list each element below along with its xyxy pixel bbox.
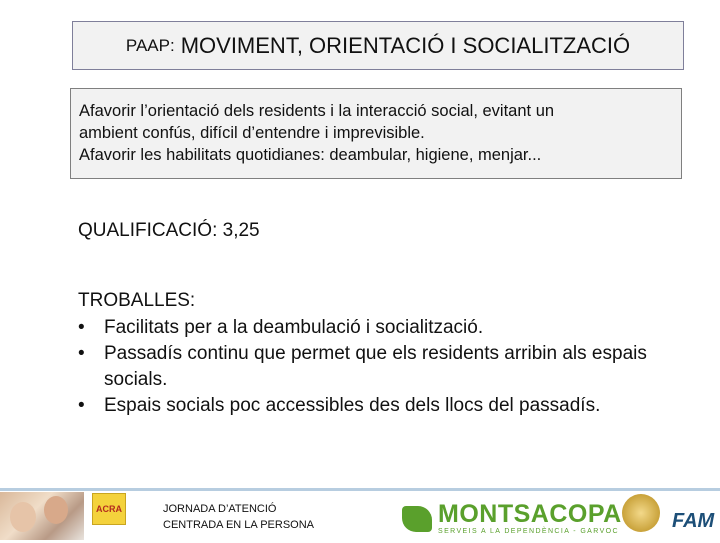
bullet-icon: • (78, 343, 85, 364)
findings-section (78, 288, 688, 419)
finding-text: Facilitats per a la deambulació i socialització. (104, 317, 484, 338)
rating-text: QUALIFICACIÓ: 3,25 (78, 220, 260, 241)
photo-elderly-women-icon (0, 492, 84, 540)
purpose-line: Afavorir l’orientació dels residents i la interacció social, evitant un (79, 102, 555, 120)
event-line: JORNADA D’ATENCIÓ (163, 503, 277, 515)
purpose-line: Afavorir les habilitats quotidianes: deambular, higiene, menjar... (79, 146, 542, 164)
acra-logo-icon: ACRA (92, 493, 126, 525)
event-label (163, 501, 314, 533)
purpose-box (70, 88, 682, 179)
face-shape (10, 502, 36, 532)
bullet-icon: • (78, 395, 85, 416)
montsacopa-logo (402, 500, 622, 536)
title-prefix: PAAP: (125, 35, 175, 55)
slide-title (72, 21, 684, 70)
event-line: CENTRADA EN LA PERSONA (163, 519, 314, 531)
purpose-line: ambient confús, difícil d’entendre i imprevisible. (79, 124, 425, 142)
bullet-icon: • (78, 317, 85, 338)
gold-seal-icon (622, 494, 660, 532)
title-main: MOVIMENT, ORIENTACIÓ I SOCIALITZACIÓ (180, 32, 631, 58)
brand-name: MONTSACOPA (438, 500, 622, 528)
brand-tagline: SERVEIS A LA DEPENDÈNCIA - GARVOC (438, 528, 619, 535)
finding-item (78, 393, 688, 419)
fam-logo-icon: FAM (672, 510, 715, 532)
finding-text: Espais socials poc accessibles des dels llocs del passadís. (104, 395, 601, 416)
finding-item (78, 315, 688, 341)
finding-item (78, 341, 688, 393)
montsacopa-emblem-icon (402, 506, 432, 532)
findings-title: TROBALLES: (78, 290, 196, 311)
finding-text: Passadís continu que permet que els residents arribin als espais socials. (104, 343, 647, 390)
face-shape (44, 496, 68, 524)
